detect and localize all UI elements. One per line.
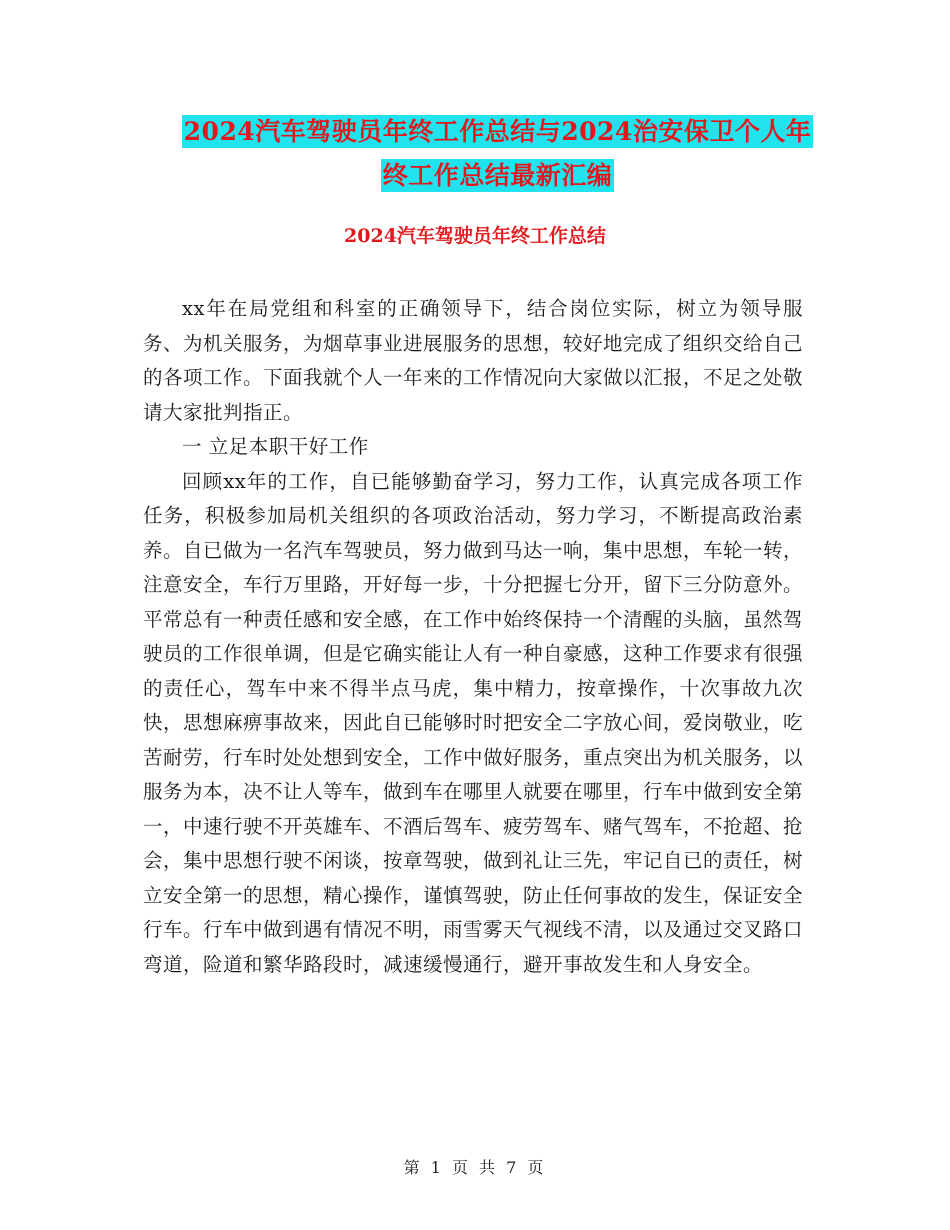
- document-title: [120, 110, 875, 198]
- page-footer: 第 1 页 共 7 页: [403, 1158, 547, 1177]
- document-title-line-2: 终工作总结最新汇编: [382, 161, 613, 190]
- paragraph-heading: 一 立足本职干好工作: [182, 435, 369, 458]
- paragraph-review: 回顾xx年的工作，自已能够勤奋学习，努力工作，认真完成各项工作任务，积极参加局机关组织的各项政治活动，努力学习，不断提高政治素养。自已做为一名汽车驾驶员，努力做到马达一响，集中思想，车轮一转，注意安全，车行万里路，开好每一步，十分把握七分开，留下三分防意外。平常总有一种责任感和安全感，在工作中始终保持一个清醒的头脑，虽然驾驶员的工作很单调，但是它确实能让人有一种自豪感，这种工作要求有很强的责任心，驾车中来不得半点马虎，集中精力，按章操作，十次事故九次快，思想麻痹事故来，因此自已能够时时把安全二字放心间，爱岗敬业，吃苦耐劳，行车时处处想到安全，工作中做好服务，重点突出为机关服务，以服务为本，决不让人等车，做到车在哪里人就要在哪里，行车中做到安全第一，中速行驶不开英雄车、不酒后驾车、疲劳驾车、赌气驾车，不抢超、抢会，集中思想行驶不闲谈，按章驾驶，做到礼让三先，牢记自已的责任，树立安全第一的思想，精心操作，谨慎驾驶，防止任何事故的发生，保证安全行车。行车中做到遇有情况不明，雨雪雾天气视线不清，以及通过交叉路口弯道，险道和繁华路段时，减速缓慢通行，避开事故发生和人身安全。: [143, 469, 804, 976]
- document-body: [143, 292, 803, 982]
- document-title-line-1: 2024汽车驾驶员年终工作总结与2024治安保卫个人年: [183, 117, 812, 146]
- paragraph-intro: xx年在局党组和科室的正确领导下，结合岗位实际，树立为领导服务、为机关服务，为烟草事业进展服务的思想，较好地完成了组织交给自己的各项工作。下面我就个人一年来的工作情况向大家做以汇报，不足之处敬请大家批判指正。: [143, 297, 804, 424]
- section-title: 2024汽车驾驶员年终工作总结: [344, 225, 606, 247]
